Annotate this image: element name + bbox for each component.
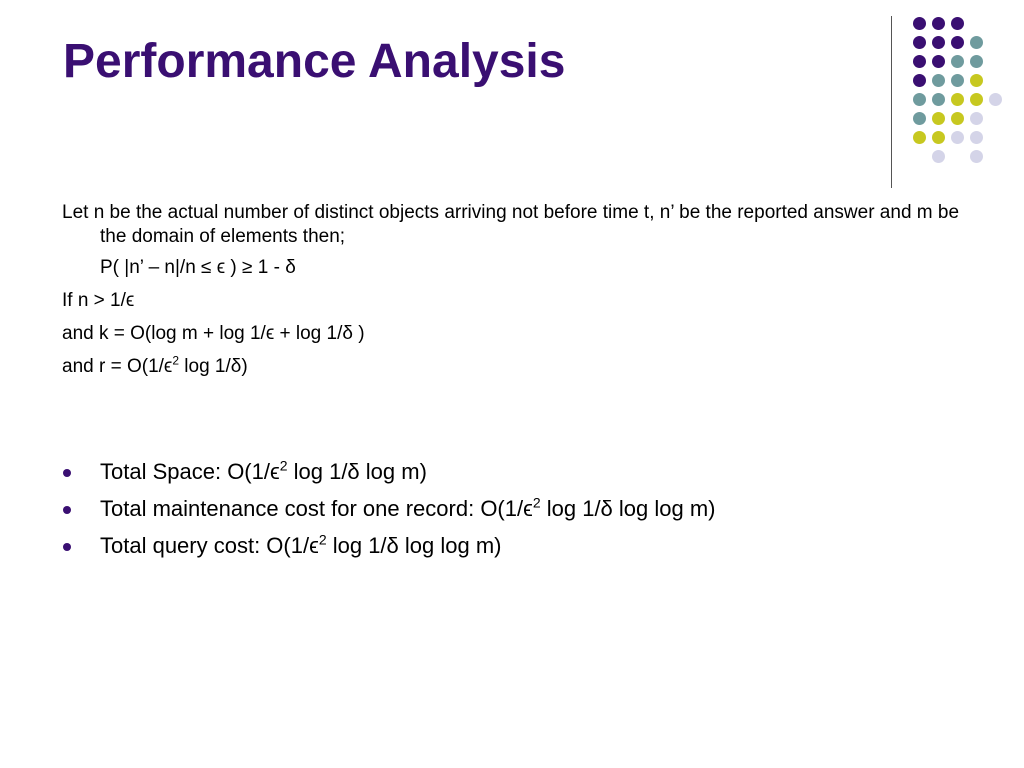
decorative-dot <box>970 131 983 144</box>
decorative-dot <box>932 93 945 106</box>
decorative-dot <box>932 150 945 163</box>
decorative-dot <box>913 36 926 49</box>
bullet-text-tail: log 1/δ log m) <box>287 459 427 484</box>
decorative-dot <box>913 131 926 144</box>
decorative-dot <box>970 112 983 125</box>
decorative-dot <box>913 112 926 125</box>
decorative-dot <box>932 74 945 87</box>
decorative-dot <box>951 131 964 144</box>
bullet-text: Total maintenance cost for one record: O(1/ϵ <box>100 496 533 521</box>
decorative-dot <box>951 17 964 30</box>
bullet-text-tail: log 1/δ log log m) <box>326 533 502 558</box>
bullet-text-tail: log 1/δ log log m) <box>540 496 716 521</box>
bullet-item-query-cost <box>62 531 962 568</box>
cost-bullet-list <box>62 457 962 568</box>
slide-body <box>62 201 962 388</box>
condition-line: If n > 1/ϵ <box>62 290 135 311</box>
bullet-exponent: 2 <box>532 494 541 511</box>
bullet-dot-icon <box>63 469 71 477</box>
decorative-dot <box>970 93 983 106</box>
bullet-text: Total query cost: O(1/ϵ <box>100 533 319 558</box>
decorative-dot <box>970 36 983 49</box>
decorative-dot <box>951 74 964 87</box>
decorative-dot <box>913 74 926 87</box>
decorative-dot <box>932 131 945 144</box>
decorative-dot <box>970 55 983 68</box>
decorative-dot <box>932 55 945 68</box>
decorative-dot <box>913 55 926 68</box>
decorative-dot <box>951 93 964 106</box>
decorative-dot <box>951 36 964 49</box>
probability-formula: P( |n’ – n|/n ≤ ϵ ) ≥ 1 - δ <box>100 257 296 278</box>
r-line-exponent: 2 <box>172 353 179 368</box>
intro-paragraph: Let n be the actual number of distinct objects arriving not before time t, n’ be the reported answer and m be the domain of elements then; <box>62 202 960 247</box>
r-definition-line <box>62 355 962 379</box>
decorative-dot <box>932 36 945 49</box>
slide-title: Performance Analysis <box>63 35 566 88</box>
decorative-dot <box>951 55 964 68</box>
decorative-dot <box>989 93 1002 106</box>
decorative-dot <box>932 112 945 125</box>
bullet-exponent: 2 <box>279 457 288 474</box>
decorative-dot <box>970 150 983 163</box>
bullet-dot-icon <box>63 543 71 551</box>
k-definition-line: and k = O(log m + log 1/ϵ + log 1/δ ) <box>62 323 365 344</box>
bullet-text: Total Space: O(1/ϵ <box>100 459 280 484</box>
decorative-dot <box>932 17 945 30</box>
bullet-item-maintenance-cost <box>62 494 962 531</box>
r-line-text-tail: log 1/δ) <box>179 356 248 377</box>
decorative-dot-grid <box>0 0 1024 190</box>
bullet-exponent: 2 <box>318 531 327 548</box>
decorative-dot <box>951 112 964 125</box>
bullet-item-total-space <box>62 457 962 494</box>
r-line-text: and r = O(1/ϵ <box>62 356 173 377</box>
bullet-dot-icon <box>63 506 71 514</box>
decorative-dot <box>970 74 983 87</box>
decorative-dot <box>913 17 926 30</box>
decorative-dot <box>913 93 926 106</box>
